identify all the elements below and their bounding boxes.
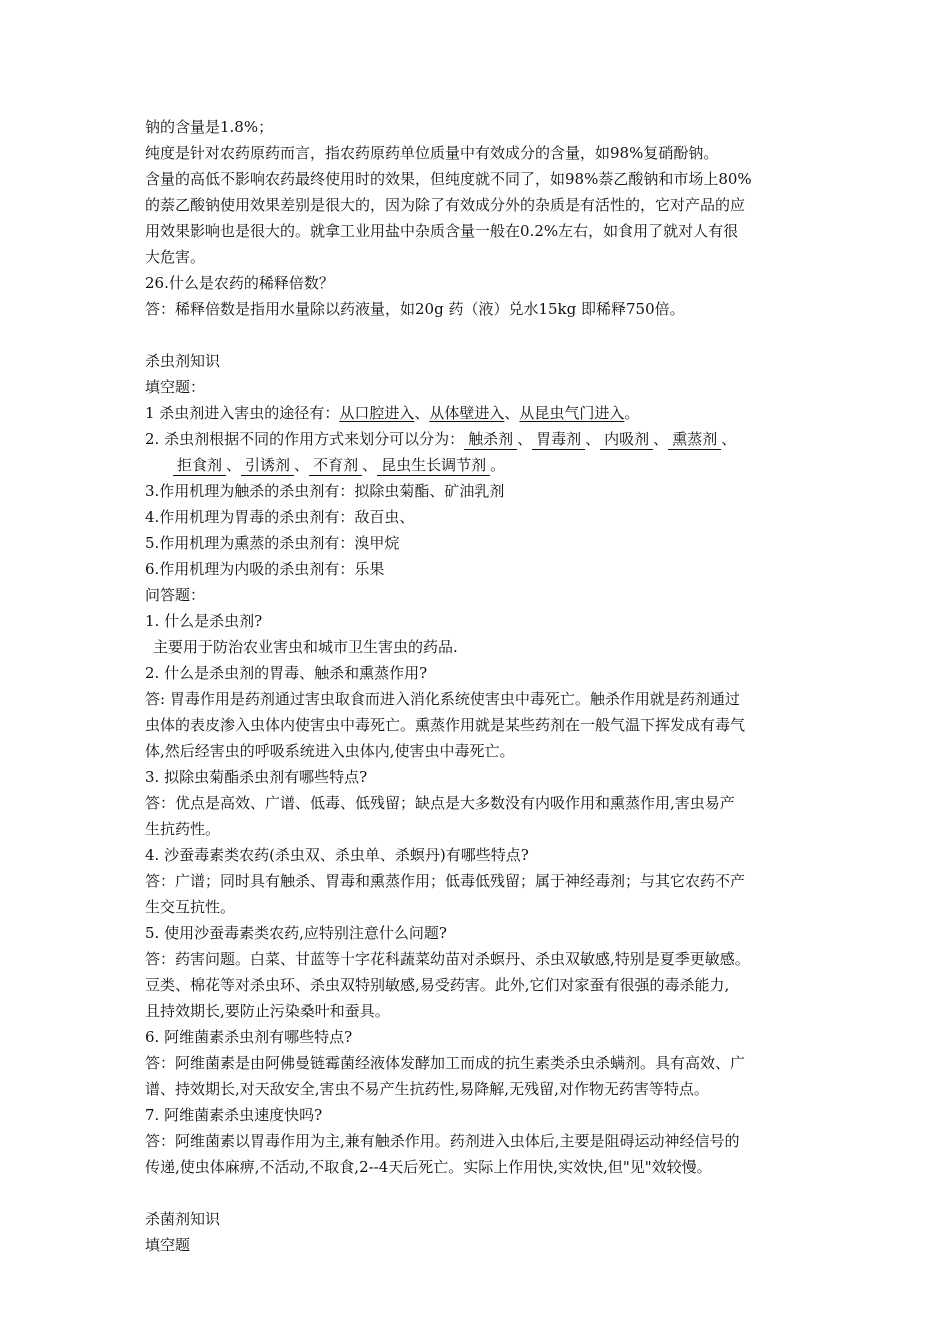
qa-5-answer-line: 且持效期长,要防止污染桑叶和蚕具。 <box>145 1002 390 1020</box>
separator: 、 <box>226 456 242 474</box>
fill-item-5: 5.作用机理为熏蒸的杀虫剂有：溴甲烷 <box>145 534 400 552</box>
spacer <box>145 1180 815 1206</box>
question-26-answer: 答：稀释倍数是指用水量除以药液量，如20g 药（液）兑水15kg 即稀释750倍。 <box>145 300 685 318</box>
separator: 、 <box>585 430 601 448</box>
qa-1-answer: 主要用于防治农业害虫和城市卫生害虫的药品. <box>153 638 458 656</box>
intro-line-3: 含量的高低不影响农药最终使用时的效果，但纯度就不同了，如98%萘乙酸钠和市场上80% <box>145 170 752 188</box>
separator: 、 <box>414 404 430 422</box>
intro-line-2: 纯度是针对农药原药而言，指农药原药单位质量中有效成分的含量，如98%复硝酚钠。 <box>145 144 719 162</box>
intro-line-4: 的萘乙酸钠使用效果差别是很大的，因为除了有效成分外的杂质是有活性的，它对产品的应 <box>145 196 746 214</box>
separator: 、 <box>362 456 378 474</box>
fill-2-blank-2: 胃毒剂 <box>532 429 585 450</box>
qa-4-title: 4. 沙蚕毒素类农药(杀虫双、杀虫单、杀螟丹)有哪些特点? <box>145 846 529 864</box>
fill-2-prefix: 2. 杀虫剂根据不同的作用方式来划分可以分为： <box>145 430 465 448</box>
qa-6-answer-line: 谱、持效期长,对天敌安全,害虫不易产生抗药性,易降解,无残留,对作物无药害等特点。 <box>145 1080 709 1098</box>
fungicide-section-title: 杀菌剂知识 <box>145 1210 221 1228</box>
insecticide-section-title: 杀虫剂知识 <box>145 352 221 370</box>
qa-5-answer-line: 答：药害问题。白菜、甘蓝等十字花科蔬菜幼苗对杀螟丹、杀虫双敏感,特别是夏季更敏感。 <box>145 950 750 968</box>
fill-item-4: 4.作用机理为胃毒的杀虫剂有：敌百虫、 <box>145 508 415 526</box>
qa-6-answer-line: 答：阿维菌素是由阿佛曼链霉菌经液体发酵加工而成的抗生素类杀虫杀螨剂。具有高效、广 <box>145 1054 746 1072</box>
fill-item-6: 6.作用机理为内吸的杀虫剂有：乐果 <box>145 560 385 578</box>
document-page <box>145 114 815 1258</box>
fill-1-prefix: 1 杀虫剂进入害虫的途径有： <box>145 404 340 422</box>
separator: 、 <box>294 456 310 474</box>
intro-line-6: 大危害。 <box>145 248 206 266</box>
qa-4-answer-line: 生交互抗性。 <box>145 898 236 916</box>
fungicide-fill-heading: 填空题 <box>145 1236 191 1254</box>
fill-item-3: 3.作用机理为触杀的杀虫剂有：拟除虫菊酯、矿油乳剂 <box>145 482 505 500</box>
fill-1-answer-2: 从体壁进入 <box>429 404 505 422</box>
question-26-title: 26.什么是农药的稀释倍数？ <box>145 274 334 292</box>
fill-2-blank-1: 触杀剂 <box>464 429 517 450</box>
fill-2-blank-8: 昆虫生长调节剂 <box>377 455 490 476</box>
qa-2-title: 2. 什么是杀虫剂的胃毒、触杀和熏蒸作用? <box>145 664 428 682</box>
qa-2-answer-line: 答: 胃毒作用是药剂通过害虫取食而进入消化系统使害虫中毒死亡。触杀作用就是药剂通过 <box>145 690 740 708</box>
fill-2-blank-3: 内吸剂 <box>600 429 653 450</box>
qa-2-answer-line: 虫体的表皮渗入虫体内使害虫中毒死亡。熏蒸作用就是某些药剂在一般气温下挥发成有毒气 <box>145 716 746 734</box>
fill-1-answer-3: 从昆虫气门进入 <box>519 404 625 422</box>
qa-6-title: 6. 阿维菌素杀虫剂有哪些特点? <box>145 1028 353 1046</box>
qa-heading: 问答题： <box>145 586 206 604</box>
qa-3-answer-line: 答：优点是高效、广谱、低毒、低残留；缺点是大多数没有内吸作用和熏蒸作用,害虫易产 <box>145 794 735 812</box>
intro-line-5: 用效果影响也是很大的。就拿工业用盐中杂质含量一般在0.2%左右，如食用了就对人有很 <box>145 222 739 240</box>
end-mark: 。 <box>624 404 640 422</box>
qa-7-title: 7. 阿维菌素杀虫速度快吗? <box>145 1106 323 1124</box>
fill-in-heading: 填空题： <box>145 378 206 396</box>
qa-5-title: 5. 使用沙蚕毒素类农药,应特别注意什么问题? <box>145 924 447 942</box>
end-mark: 。 <box>490 456 506 474</box>
qa-7-answer-line: 传递,使虫体麻痹,不活动,不取食,2--4天后死亡。实际上作用快,实效快,但"见"效较慢。 <box>145 1158 712 1176</box>
qa-7-answer-line: 答：阿维菌素以胃毒作用为主,兼有触杀作用。药剂进入虫体后,主要是阻碍运动神经信号的 <box>145 1132 740 1150</box>
intro-line-1: 钠的含量是1.8%； <box>145 118 274 136</box>
fill-item-2-line-2 <box>145 452 815 478</box>
spacer <box>145 322 815 348</box>
fill-item-2-line-1 <box>145 426 815 452</box>
qa-1-title: 1. 什么是杀虫剂? <box>145 612 263 630</box>
fill-1-answer-1: 从口腔进入 <box>339 404 415 422</box>
separator: 、 <box>721 430 737 448</box>
qa-5-answer-line: 豆类、棉花等对杀虫环、杀虫双特别敏感,易受药害。此外,它们对家蚕有很强的毒杀能力, <box>145 976 730 994</box>
fill-2-blank-7: 不育剂 <box>309 455 362 476</box>
qa-4-answer-line: 答：广谱；同时具有触杀、胃毒和熏蒸作用；低毒低残留；属于神经毒剂；与其它农药不产 <box>145 872 746 890</box>
fill-2-blank-5: 拒食剂 <box>173 455 226 476</box>
separator: 、 <box>653 430 669 448</box>
qa-3-answer-line: 生抗药性。 <box>145 820 221 838</box>
fill-item-1 <box>145 400 815 426</box>
qa-2-answer-line: 体,然后经害虫的呼吸系统进入虫体内,使害虫中毒死亡。 <box>145 742 515 760</box>
separator: 、 <box>504 404 520 422</box>
qa-3-title: 3. 拟除虫菊酯杀虫剂有哪些特点? <box>145 768 368 786</box>
separator: 、 <box>517 430 533 448</box>
fill-2-blank-6: 引诱剂 <box>241 455 294 476</box>
fill-2-blank-4: 熏蒸剂 <box>668 429 721 450</box>
